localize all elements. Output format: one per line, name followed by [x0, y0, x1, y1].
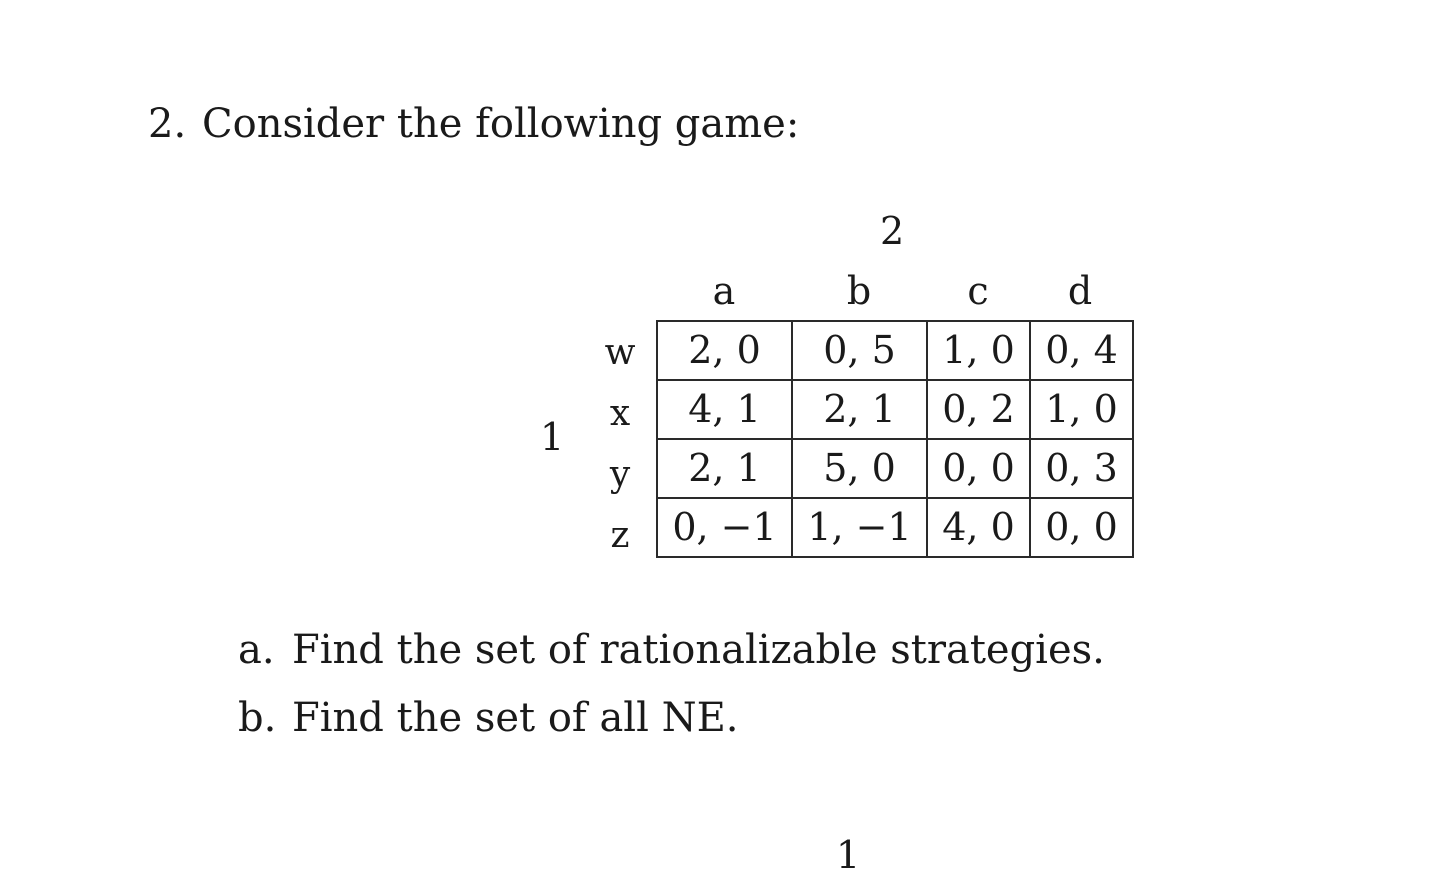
- payoff-cell: 1, 0: [1030, 380, 1133, 439]
- payoff-row-w: [657, 321, 1133, 380]
- payoff-row-y: [657, 439, 1133, 498]
- payoff-cell: 0, 5: [792, 321, 927, 380]
- payoff-cell: 1, −1: [792, 498, 927, 557]
- payoff-row-z: [657, 498, 1133, 557]
- payoff-cell: 0, 2: [927, 380, 1030, 439]
- player-1-label: 1: [540, 415, 565, 459]
- subquestion-a: [238, 624, 1105, 676]
- subquestion-text: Find the set of rationalizable strategies.: [292, 627, 1105, 673]
- payoff-cell: 0, 0: [1030, 498, 1133, 557]
- payoff-cell: 0, −1: [657, 498, 792, 557]
- column-label-b: b: [846, 269, 872, 313]
- payoff-cell: 2, 0: [657, 321, 792, 380]
- subquestion-text: Find the set of all NE.: [292, 695, 739, 741]
- payoff-cell: 4, 0: [927, 498, 1030, 557]
- row-label-x: x: [609, 393, 631, 434]
- payoff-cell: 0, 3: [1030, 439, 1133, 498]
- payoff-cell: 5, 0: [792, 439, 927, 498]
- question-text: Consider the following game:: [202, 101, 800, 147]
- column-label-a: a: [712, 269, 736, 313]
- row-label-z: z: [610, 515, 630, 556]
- column-label-d: d: [1067, 269, 1093, 313]
- column-label-c: c: [967, 269, 989, 313]
- payoff-matrix: [656, 320, 1134, 558]
- row-label-w: w: [604, 332, 636, 373]
- payoff-cell: 0, 4: [1030, 321, 1133, 380]
- payoff-cell: 2, 1: [657, 439, 792, 498]
- subquestion-label: b.: [238, 695, 277, 741]
- question-number: 2.: [148, 101, 187, 147]
- payoff-cell: 1, 0: [927, 321, 1030, 380]
- payoff-cell: 2, 1: [792, 380, 927, 439]
- payoff-row-x: [657, 380, 1133, 439]
- player-2-label: 2: [880, 209, 905, 253]
- page-number: 1: [836, 833, 861, 877]
- question-heading: [148, 98, 799, 150]
- payoff-cell: 4, 1: [657, 380, 792, 439]
- subquestion-label: a.: [238, 627, 275, 673]
- subquestion-b: [238, 692, 739, 744]
- payoff-cell: 0, 0: [927, 439, 1030, 498]
- row-label-y: y: [609, 454, 631, 495]
